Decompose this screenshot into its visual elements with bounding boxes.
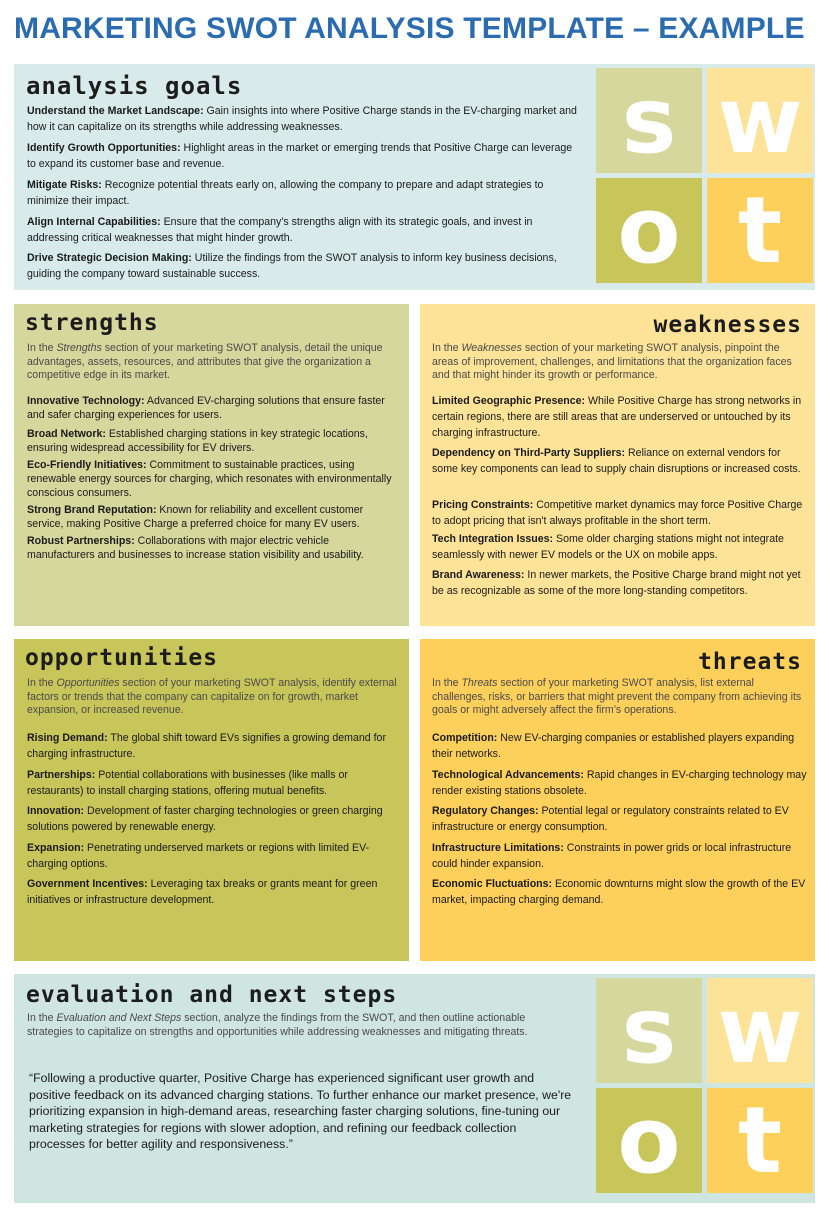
goal-item: Understand the Market Landscape: Gain insights into where Positive Charge stands in the EV-charging market and how it can capitalize on its strengths while addressing weaknesses. <box>27 105 577 133</box>
weakness-item: Tech Integration Issues: Some older charging stations might not integrate seamlessly with newer EV models or the UX on mobile apps. <box>432 533 784 562</box>
page-title: MARKETING SWOT ANALYSIS TEMPLATE – EXAMPLE <box>14 12 805 45</box>
opportunities-intro: In the Opportunities section of your marketing SWOT analysis, identify external factors or trends that the company can capitalize on for growth, market expansion, or increased revenue. <box>27 677 397 716</box>
threats-intro: In the Threats section of your marketing SWOT analysis, list external challenges, risks, or barriers that might prevent the company from achieving its goals or might adversely affect the firm’s operations. <box>432 677 802 716</box>
threat-item: Economic Fluctuations: Economic downturns might slow the growth of the EV market, impacting charging demand. <box>432 878 806 907</box>
strengths-heading: strengths <box>25 310 159 336</box>
threat-item: Regulatory Changes: Potential legal or regulatory constraints related to EV infrastructure or energy consumption. <box>432 805 789 834</box>
evaluation-intro: In the Evaluation and Next Steps section, analyze the findings from the SWOT, and then outline actionable strategies to capitalize on strengths and opportunities while addressing weaknesses and mitigating threats. <box>27 1012 528 1038</box>
opportunities-heading: opportunities <box>25 645 219 671</box>
swot-letter-w: w <box>707 68 813 173</box>
threats-heading: threats <box>698 649 802 675</box>
threat-item: Technological Advancements: Rapid changes in EV-charging technology may render existing stations obsolete. <box>432 769 807 798</box>
swot-letter-t: t <box>707 1088 813 1193</box>
weakness-item: Brand Awareness: In newer markets, the Positive Charge brand might not yet be as recognizable as some of the more long-standing competitors. <box>432 569 801 598</box>
analysis-goals-panel <box>14 64 815 290</box>
weaknesses-heading: weaknesses <box>653 312 802 338</box>
weakness-item: Limited Geographic Presence: While Positive Charge has strong networks in certain regions, there are still areas that are underserved or untouched by its charging infrastructure. <box>432 395 802 440</box>
opportunity-item: Rising Demand: The global shift toward EVs signifies a growing demand for charging infrastructure. <box>27 732 386 761</box>
opportunity-item: Expansion: Penetrating underserved markets or regions with limited EV-charging options. <box>27 842 370 871</box>
goal-item: Drive Strategic Decision Making: Utilize the findings from the SWOT analysis to inform key business decisions, guiding the company toward sustainable success. <box>27 252 557 280</box>
evaluation-quote: “Following a productive quarter, Positive Charge has experienced significant user growth and positive feedback on its advanced charging stations. To further enhance our market presence, we're prioritizing expansion in high-demand areas, researching faster charging solutions, fine-tuning our marketing strategies for regions with slower adoption, and refining our feedback collection processes for better agility and responsiveness.” <box>29 1071 572 1152</box>
strength-item: Robust Partnerships: Collaborations with major electric vehicle manufacturers and businesses to increase station visibility and usability. <box>27 535 364 561</box>
swot-letter-s: s <box>596 978 702 1083</box>
opportunity-item: Government Incentives: Leveraging tax breaks or grants meant for green initiatives or infrastructure development. <box>27 878 378 907</box>
swot-letter-t: t <box>707 178 813 283</box>
weakness-item: Dependency on Third-Party Suppliers: Reliance on external vendors for some key components can lead to supply chain disruptions or increased costs. <box>432 447 801 476</box>
evaluation-panel <box>14 974 815 1203</box>
goal-item: Identify Growth Opportunities: Highlight areas in the market or emerging trends that Positive Charge can leverage to expand its customer base and revenue. <box>27 142 573 170</box>
threat-item: Competition: New EV-charging companies or established players expanding their networks. <box>432 732 795 761</box>
strength-item: Eco-Friendly Initiatives: Commitment to sustainable practices, using renewable energy sources for charging, which resonates with environmentally conscious consumers. <box>27 459 392 499</box>
evaluation-heading: evaluation and next steps <box>26 982 398 1008</box>
threats-panel <box>420 639 815 961</box>
strengths-intro: In the Strengths section of your marketing SWOT analysis, detail the unique advantages, assets, resources, and attributes that give the organization a competitive edge in its market. <box>27 342 383 381</box>
goal-item: Align Internal Capabilities: Ensure that the company's strengths align with its strategic goals, and invest in addressing critical weaknesses that might hinder growth. <box>27 216 533 244</box>
swot-logo <box>596 68 813 283</box>
swot-letter-o: o <box>596 1088 702 1193</box>
weaknesses-panel <box>420 304 815 626</box>
swot-letter-w: w <box>707 978 813 1083</box>
opportunity-item: Partnerships: Potential collaborations with businesses (like malls or restaurants) to install charging stations, offering mutual benefits. <box>27 769 348 798</box>
weakness-item: Pricing Constraints: Competitive market dynamics may force Positive Charge to adopt pricing that isn't always profitable in the short term. <box>432 499 803 528</box>
swot-logo <box>596 978 813 1193</box>
goals-heading: analysis goals <box>26 72 243 100</box>
swot-letter-o: o <box>596 178 702 283</box>
strength-item: Innovative Technology: Advanced EV-charging solutions that ensure faster and safer charging experiences for users. <box>27 395 385 421</box>
strength-item: Strong Brand Reputation: Known for reliability and excellent customer service, making Positive Charge a preferred choice for many EV users. <box>27 504 364 530</box>
weaknesses-intro: In the Weaknesses section of your marketing SWOT analysis, pinpoint the areas of improvement, challenges, and limitations that the organization faces and that might hinder its growth or performance. <box>432 342 792 381</box>
strengths-panel <box>14 304 409 626</box>
goal-item: Mitigate Risks: Recognize potential threats early on, allowing the company to prepare and adapt strategies to minimize their impact. <box>27 179 544 207</box>
opportunity-item: Innovation: Development of faster charging technologies or green charging solutions powered by renewable energy. <box>27 805 383 834</box>
strength-item: Broad Network: Established charging stations in key strategic locations, ensuring widespread accessibility for EV drivers. <box>27 428 368 454</box>
swot-letter-s: s <box>596 68 702 173</box>
threat-item: Infrastructure Limitations: Constraints in power grids or local infrastructure could hinder expansion. <box>432 842 792 871</box>
opportunities-panel <box>14 639 409 961</box>
